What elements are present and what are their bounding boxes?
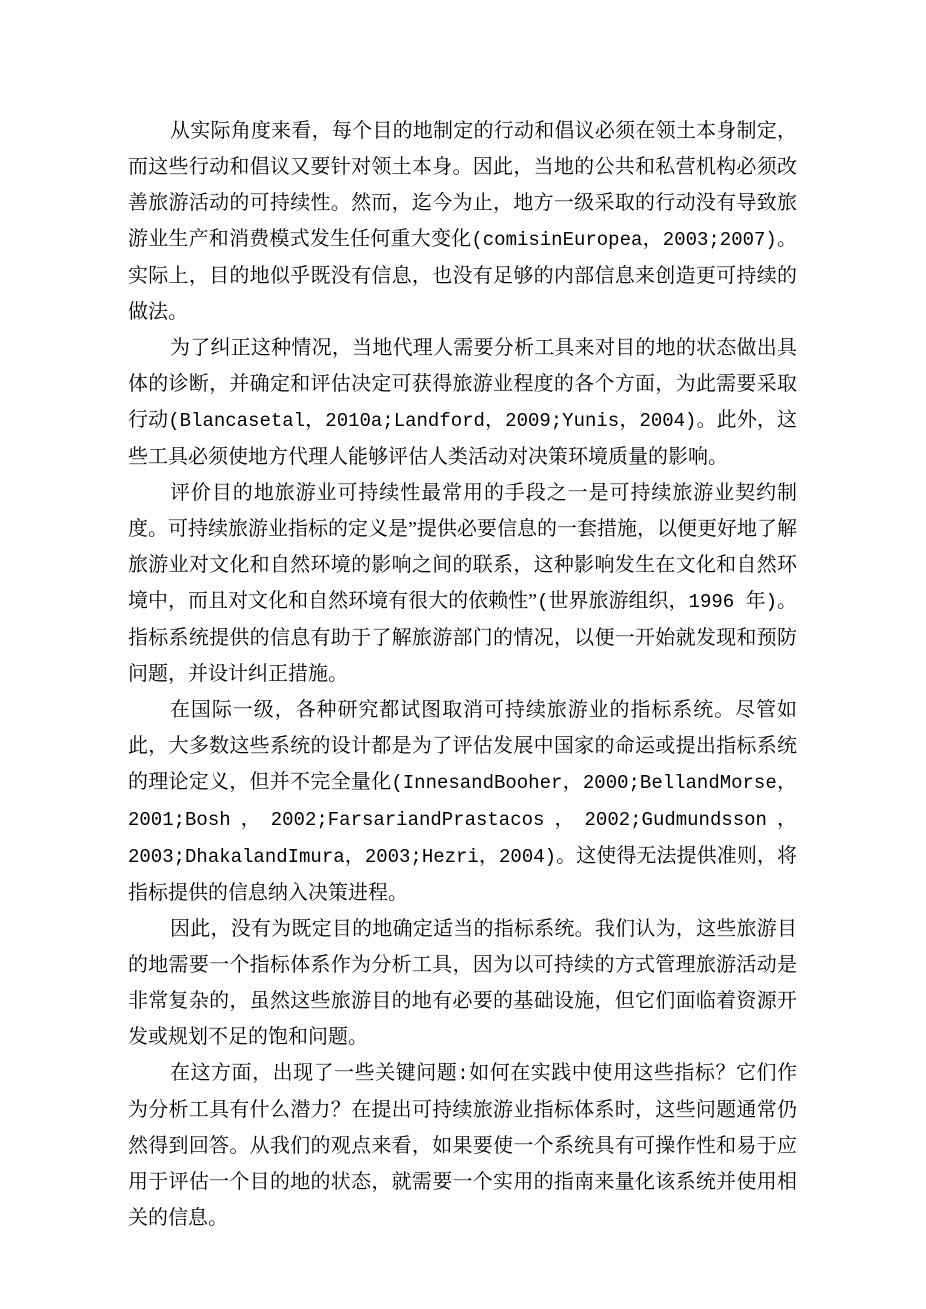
latin-citation-text: :: [457, 1063, 469, 1085]
paragraph: 为了纠正这种情况，当地代理人需要分析工具来对目的地的状态做出具体的诊断，并确定和评估决定可获得旅游业程度的各个方面，为此需要采取行动(Blancasetal，2010a;Landford，2009;Yunis，2004)。此外，这些工具必须使地方代理人能够评估人类活动对决策环境质量的影响。: [128, 337, 798, 468]
latin-citation-text: 2003;DhakalandImura: [128, 846, 345, 868]
latin-citation-text: (Blancasetal: [168, 410, 306, 432]
latin-citation-text: 2003;2007): [662, 229, 777, 251]
latin-citation-text: 2010a;Landford: [325, 410, 485, 432]
latin-citation-text: 2001;Bosh: [128, 809, 231, 831]
latin-citation-text: (InnesandBooher: [391, 772, 563, 794]
latin-citation-text: 2004): [499, 846, 557, 868]
latin-citation-text: ): [765, 591, 777, 613]
latin-citation-text: 2003;Hezri: [364, 846, 479, 868]
latin-citation-text: (comisinEuropea: [471, 229, 643, 251]
latin-citation-text: 1996: [688, 591, 746, 613]
paragraph: 评价目的地旅游业可持续性最常用的手段之一是可持续旅游业契约制度。可持续旅游业指标的定义是”提供必要信息的一套措施，以便更好地了解旅游业对文化和自然环境的影响之间的联系，这种影响发生在文化和自然环境中，而且对文化和自然环境有很大的依赖性”(世界旅游组织，1996 年)。指标系统提供的信息有助于了解旅游部门的情况，以便一开始就发现和预防问题，并设计纠正措施。: [128, 482, 798, 685]
text-block: [128, 113, 797, 1236]
latin-citation-text: 2002;Gudmundsson: [584, 809, 767, 831]
latin-citation-text: 2000;BellandMorse: [582, 772, 777, 794]
latin-citation-text: (: [537, 591, 549, 613]
latin-citation-text: 2004): [639, 410, 697, 432]
latin-citation-text: 2009;Yunis: [505, 410, 620, 432]
paragraph: 在这方面，出现了一些关键问题:如何在实践中使用这些指标？它们作为分析工具有什么潜力？在提出可持续旅游业指标体系时，这些问题通常仍然得到回答。从我们的观点来看，如果要使一个系统具有可操作性和易于应用于评估一个目的地的状态，就需要一个实用的指南来量化该系统并使用相关的信息。: [128, 1062, 798, 1229]
paragraph: 从实际角度来看，每个目的地制定的行动和倡议必须在领土本身制定，而这些行动和倡议又要针对领土本身。因此，当地的公共和私营机构必须改善旅游活动的可持续性。然而，迄今为止，地方一级采取的行动没有导致旅游业生产和消费模式发生任何重大变化(comisinEuropea，2003;2007)。实际上，目的地似乎既没有信息，也没有足够的内部信息来创造更可持续的做法。: [128, 120, 798, 323]
latin-citation-text: 2002;FarsariandPrastacos: [270, 809, 545, 831]
paragraph: 因此，没有为既定目的地确定适当的指标系统。我们认为，这些旅游目的地需要一个指标体系作为分析工具，因为以可持续的方式管理旅游活动是非常复杂的，虽然这些旅游目的地有必要的基础设施，但它们面临着资源开发或规划不足的饱和问题。: [128, 918, 797, 1048]
paragraph: 在国际一级，各种研究都试图取消可持续旅游业的指标系统。尽管如此，大多数这些系统的设计都是为了评估发展中国家的命运或提出指标系统的理论定义，但并不完全量化(InnesandBooher，2000;BellandMorse，2001;Bosh，2002;FarsariandPrastacos，2002;Gudmundsson，2003;DhakalandImura，2003;Hezri，2004)。这使得无法提供准则，将指标提供的信息纳入决策进程。: [128, 699, 798, 904]
